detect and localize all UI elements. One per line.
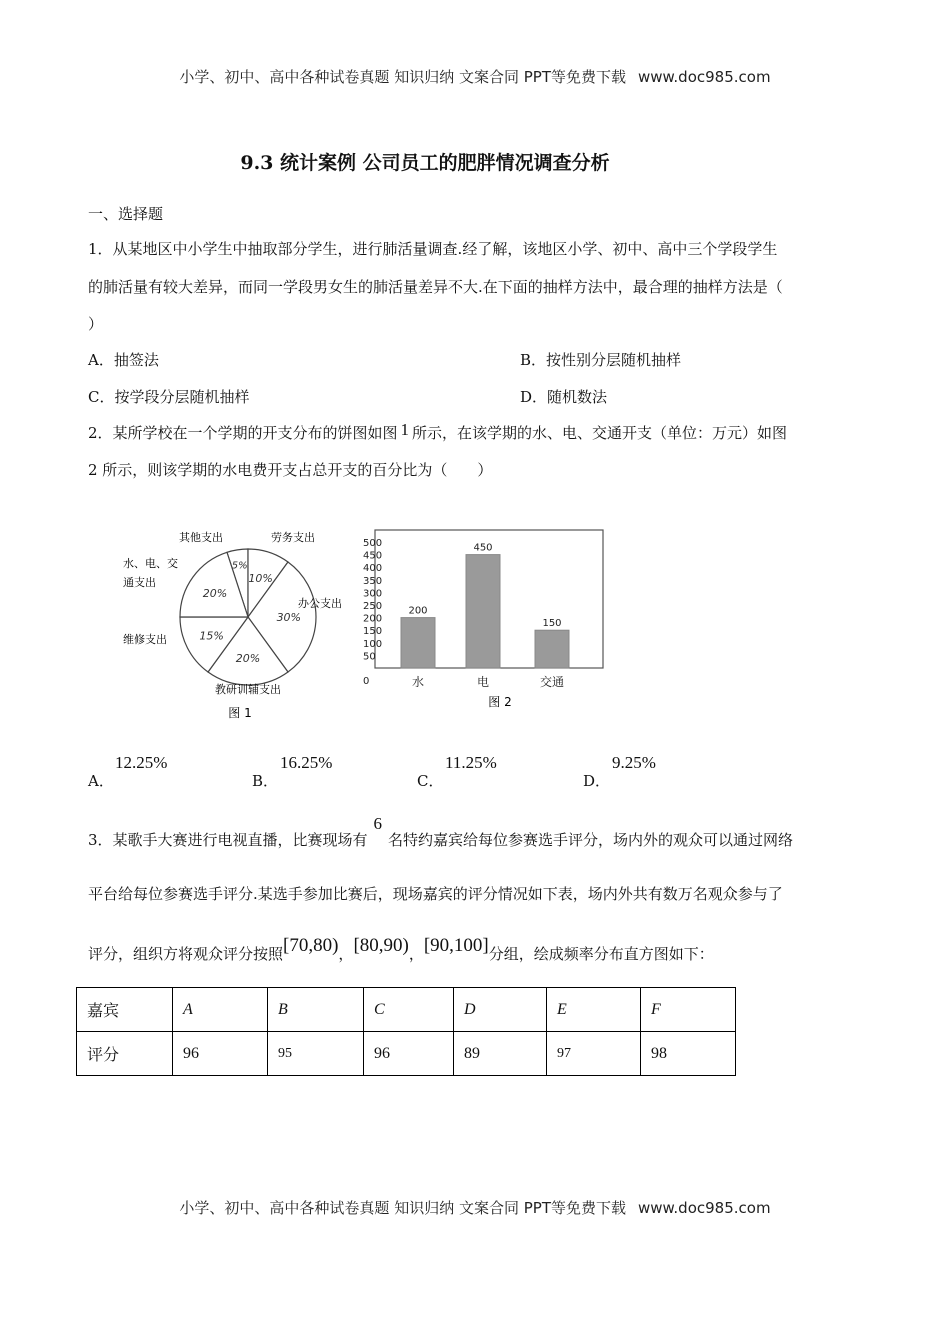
q2-option-d-value[interactable]: 9.25% <box>612 753 656 772</box>
q2-line-1-a: 2．某所学校在一个学期的开支分布的饼图如图 <box>88 424 398 442</box>
q2-option-b-value[interactable]: 16.25% <box>280 753 333 772</box>
pie-percent-office: 30% <box>276 611 302 624</box>
section-heading: 一、选择题 <box>88 205 164 223</box>
q1-line-3: ） <box>88 315 104 333</box>
bar-category-label: 水 <box>411 675 425 689</box>
bar-category-label: 电 <box>476 675 490 689</box>
q3-line-3 <box>88 935 714 965</box>
bar-ytick-label: 450 <box>363 550 383 562</box>
bar-ytick-label: 400 <box>363 563 383 575</box>
bar-marks <box>363 538 569 689</box>
bar-value-label: 200 <box>408 605 428 617</box>
q2-line-1 <box>88 422 787 443</box>
table-judge-c: C <box>364 988 454 1032</box>
bar-chart <box>360 520 610 710</box>
bar-ytick-label: 350 <box>363 575 383 587</box>
q2-option-a-value[interactable]: 12.25% <box>115 753 168 772</box>
q2-line-2: 2 所示，则该学期的水电费开支占总开支的百分比为（ ） <box>88 461 493 479</box>
pie-percent-other: 5% <box>231 560 248 572</box>
bar-ytick-label: 50 <box>363 651 376 663</box>
pie-percent-repair: 15% <box>199 629 224 643</box>
pie-label-teaching: 教研训辅支出 <box>215 683 281 696</box>
table-score-f: 98 <box>641 1032 736 1076</box>
q3-interval-2: [80,90) <box>353 935 409 956</box>
q1-option-b[interactable]: B．按性别分层随机抽样 <box>520 351 682 369</box>
q3-line-1 <box>88 814 794 850</box>
footer-banner <box>0 1197 950 1218</box>
table-row-header-judge: 嘉宾 <box>77 988 173 1032</box>
bar-ytick-label: 300 <box>363 588 383 600</box>
q1-line-2: 的肺活量有较大差异，而同一学段男女生的肺活量差异不大.在下面的抽样方法中，最合理的抽样方法是（ <box>88 278 783 296</box>
pie-percent-labor: 10% <box>248 572 273 586</box>
q3-line-1-a: 3．某歌手大赛进行电视直播，比赛现场有 <box>88 831 368 849</box>
q2-option-a-letter[interactable]: A． <box>88 772 114 790</box>
bar-category-label: 交通 <box>539 675 565 689</box>
bar-ytick-label: 250 <box>363 601 383 612</box>
bar-2 <box>466 555 500 668</box>
q3-sep-2: ， <box>408 945 424 963</box>
q3-sep-1: ， <box>338 945 354 963</box>
pie-figure-caption: 图 1 <box>228 706 252 720</box>
pie-slices <box>180 549 316 685</box>
table-score-c: 96 <box>364 1032 454 1076</box>
banner-text: 小学、初中、高中各种试卷真题 知识归纳 文案合同 PPT等免费下载 <box>179 68 626 86</box>
bar-ytick-label: 500 <box>363 538 383 549</box>
q3-line-1-b: 名特约嘉宾给每位参赛选手评分，场内外的观众可以通过网络 <box>388 831 794 849</box>
pie-chart <box>110 520 342 725</box>
bar-ytick-label: 100 <box>363 638 383 650</box>
table-judge-d: D <box>454 988 547 1032</box>
pie-label-repair: 维修支出 <box>123 633 167 646</box>
table-score-b: 95 <box>268 1032 364 1076</box>
table-score-a: 96 <box>173 1032 268 1076</box>
pie-label-water-line2: 通支出 <box>123 576 156 589</box>
q3-judge-count: 6 <box>373 814 383 833</box>
q3-interval-3: [90,100] <box>423 935 489 956</box>
pie-percent-teaching: 20% <box>235 651 261 665</box>
q2-option-d-letter[interactable]: D． <box>583 772 611 790</box>
bar-ytick-label: 200 <box>363 613 383 625</box>
page-title: 9.3 统计案例 公司员工的肥胖情况调查分析 <box>240 152 610 174</box>
table-row <box>77 1032 736 1076</box>
banner-url[interactable]: www.doc985.com <box>637 68 771 86</box>
table-judge-e: E <box>547 988 641 1032</box>
footer-banner-url[interactable]: www.doc985.com <box>637 1199 771 1217</box>
pie-label-other: 其他支出 <box>179 531 223 544</box>
q3-line-3-b: 分组，绘成频率分布直方图如下： <box>488 945 714 963</box>
q2-line-1-b: 所示，在该学期的水、电、交通开支（单位：万元）如图 <box>412 424 788 442</box>
q1-option-d[interactable]: D．随机数法 <box>520 388 608 406</box>
pie-label-office: 办公支出 <box>298 597 342 610</box>
q1-line-1: 1．从某地区中小学生中抽取部分学生，进行肺活量调查.经了解，该地区小学、初中、高中三个学段学生 <box>88 240 778 258</box>
pie-label-labor: 劳务支出 <box>271 531 315 544</box>
q2-fig-number: 1 <box>400 420 410 439</box>
pie-label-water-line1: 水、电、交 <box>123 557 178 570</box>
table-judge-b: B <box>268 988 364 1032</box>
table-judge-f: F <box>641 988 736 1032</box>
bar-value-label: 450 <box>473 542 493 554</box>
footer-banner-text: 小学、初中、高中各种试卷真题 知识归纳 文案合同 PPT等免费下载 <box>179 1199 626 1217</box>
bar-3 <box>535 630 569 668</box>
q3-line-3-a: 评分，组织方将观众评分按照 <box>88 945 284 963</box>
bar-figure-caption: 图 2 <box>488 695 512 709</box>
judge-score-table <box>76 987 736 1076</box>
q2-option-b-letter[interactable]: B． <box>252 772 279 790</box>
bar-value-label: 150 <box>542 618 562 630</box>
bar-1 <box>401 618 435 668</box>
q2-option-c-letter[interactable]: C． <box>417 772 444 790</box>
table-score-d: 89 <box>454 1032 547 1076</box>
q3-line-2: 平台给每位参赛选手评分.某选手参加比赛后，现场嘉宾的评分情况如下表，场内外共有数万名观众参与了 <box>88 885 783 903</box>
q1-option-a[interactable]: A．抽签法 <box>88 351 159 369</box>
bar-ytick-label: 0 <box>363 676 370 687</box>
q1-option-c[interactable]: C．按学段分层随机抽样 <box>88 388 250 406</box>
pie-percent-water: 20% <box>202 587 228 600</box>
header-banner <box>0 66 950 87</box>
table-row-header-score: 评分 <box>77 1032 173 1076</box>
bar-ytick-label: 150 <box>363 626 383 638</box>
q3-interval-1: [70,80) <box>283 935 339 956</box>
table-row <box>77 988 736 1032</box>
q2-option-c-value[interactable]: 11.25% <box>445 753 497 772</box>
table-judge-a: A <box>173 988 268 1032</box>
table-score-e: 97 <box>547 1032 641 1076</box>
